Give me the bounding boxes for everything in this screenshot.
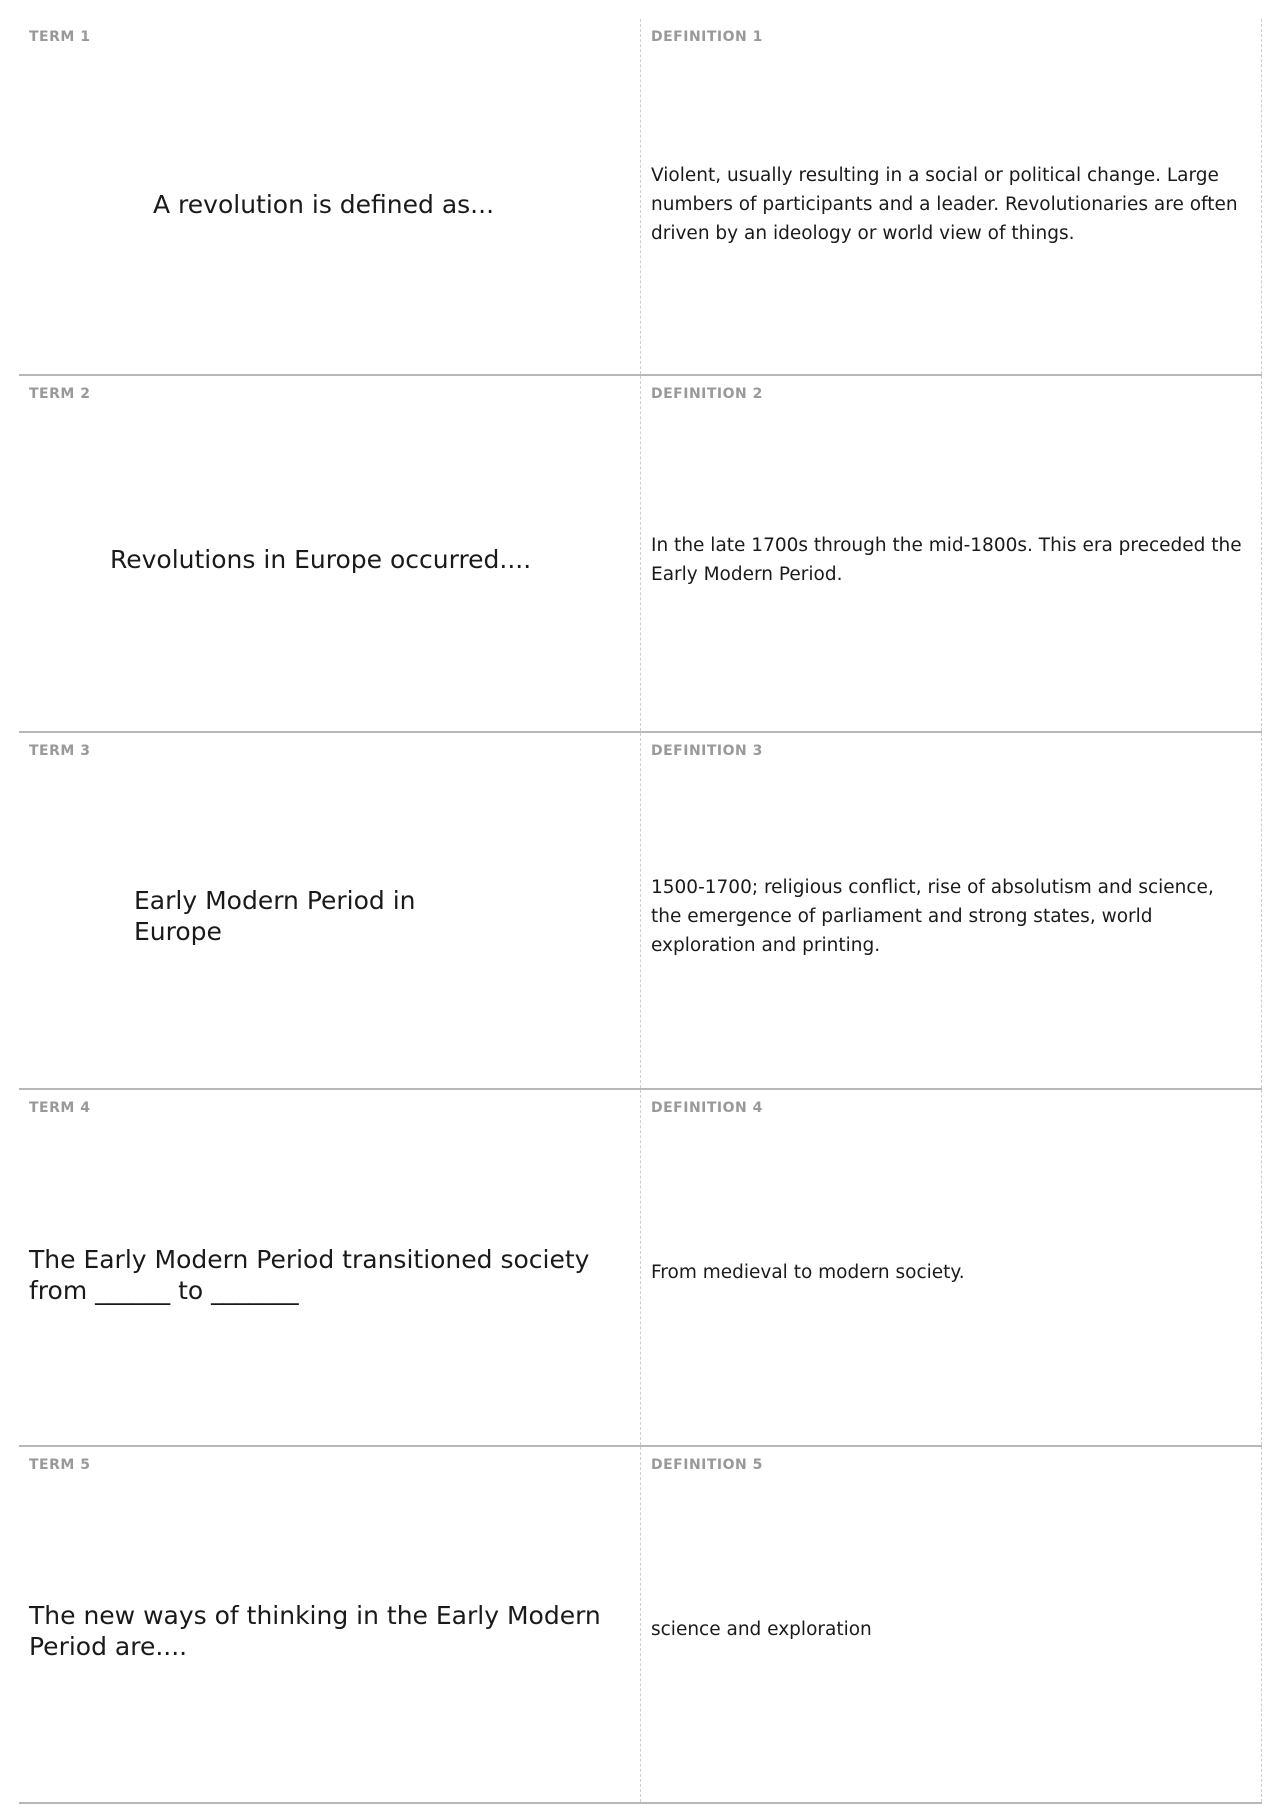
definition-label: DEFINITION 1 bbox=[651, 29, 763, 45]
definition-cell bbox=[641, 1090, 1262, 1445]
term-label: TERM 2 bbox=[29, 386, 91, 402]
flashcard-sheet bbox=[19, 19, 1262, 1799]
definition-cell bbox=[641, 1447, 1262, 1802]
term-text: The Early Modern Period transitioned society from ______ to _______ bbox=[29, 1245, 590, 1305]
definition-text: In the late 1700s through the mid-1800s. This era preceded the Early Modern Period. bbox=[651, 535, 1242, 585]
definition-cell bbox=[641, 733, 1262, 1088]
definition-label: DEFINITION 4 bbox=[651, 1100, 763, 1116]
definition-label: DEFINITION 3 bbox=[651, 743, 763, 759]
definition-text: Violent, usually resulting in a social or political change. Large numbers of participants and a leader. Revolutionaries are often driven by an ideology or world view of things. bbox=[651, 165, 1238, 244]
term-text: Revolutions in Europe occurred.... bbox=[110, 545, 532, 574]
definition-label: DEFINITION 5 bbox=[651, 1457, 763, 1473]
flashcard-row bbox=[19, 1090, 1262, 1447]
term-cell bbox=[19, 1090, 641, 1445]
definition-cell bbox=[641, 376, 1262, 731]
term-cell bbox=[19, 376, 641, 731]
definition-label: DEFINITION 2 bbox=[651, 386, 763, 402]
term-label: TERM 5 bbox=[29, 1457, 91, 1473]
flashcard-row bbox=[19, 19, 1262, 376]
flashcard-row bbox=[19, 1447, 1262, 1804]
term-text: Early Modern Period in Europe bbox=[134, 886, 416, 946]
definition-text: 1500-1700; religious conflict, rise of absolutism and science, the emergence of parliament and strong states, world exploration and printing. bbox=[651, 877, 1214, 956]
term-cell bbox=[19, 1447, 641, 1802]
term-label: TERM 4 bbox=[29, 1100, 91, 1116]
term-cell bbox=[19, 733, 641, 1088]
term-label: TERM 1 bbox=[29, 29, 91, 45]
flashcard-row bbox=[19, 733, 1262, 1090]
definition-cell bbox=[641, 19, 1262, 374]
definition-text: From medieval to modern society. bbox=[651, 1262, 965, 1283]
term-label: TERM 3 bbox=[29, 743, 91, 759]
term-cell bbox=[19, 19, 641, 374]
term-text: A revolution is defined as... bbox=[153, 190, 495, 219]
flashcard-row bbox=[19, 376, 1262, 733]
definition-text: science and exploration bbox=[651, 1619, 872, 1640]
term-text: The new ways of thinking in the Early Modern Period are.... bbox=[29, 1601, 601, 1661]
